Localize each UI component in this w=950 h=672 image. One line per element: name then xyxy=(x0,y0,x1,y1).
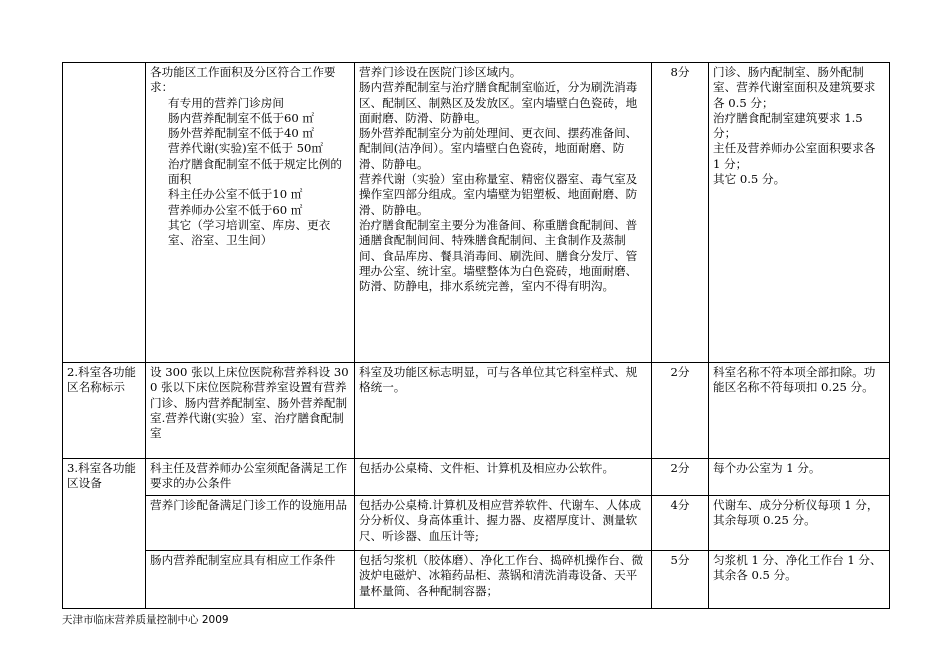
requirement-cell xyxy=(146,363,355,459)
rule-paragraph: 科室名称不符本项全部扣除。功能区名称不符每项扣 0.25 分。 xyxy=(713,365,876,395)
rule-paragraph: 其它 0.5 分。 xyxy=(713,172,786,187)
category-cell: 2.科室各功能区名称标示 xyxy=(63,363,146,459)
requirement-item: 肠内营养配制室不低于60 ㎡ xyxy=(168,110,314,125)
rule-cell xyxy=(709,363,890,459)
requirement-item: 治疗膳食配制室不低于规定比例的面积 xyxy=(168,156,342,187)
rule-cell xyxy=(709,63,890,363)
content-cell xyxy=(355,496,652,551)
page-footer: 天津市临床营养质量控制中心 2009 xyxy=(62,614,229,626)
content-paragraph: 治疗膳食配制室主要分为准备间、称重膳食配制间、普通膳食配制间间、特殊膳食配制间、主食制作及蒸制间、食品库房、餐具消毒间、刷洗间、膳食分发厅、管理办公室、统计室。墙壁整体为白色瓷砖，地面耐磨、防滑、防静电，排水系统完善，室内不得有明沟。 xyxy=(359,217,638,294)
content-paragraph: 营养门诊设在医院门诊区域内。 xyxy=(359,65,522,79)
table-row xyxy=(63,496,890,551)
rule-cell xyxy=(709,496,890,551)
table-row xyxy=(63,363,890,459)
rule-paragraph: 匀浆机 1 分、净化工作台 1 分、其余各 0.5 分。 xyxy=(713,553,882,583)
requirement-text: 科主任及营养师办公室须配备满足工作要求的办公条件 xyxy=(150,461,348,491)
content-paragraph: 肠内营养配制室与治疗膳食配制室临近，分为刷洗消毒区、配制区、制熟区及发放区。室内墙壁白色瓷砖，地面耐磨、防滑、防静电。 xyxy=(359,80,638,125)
rule-paragraph: 代谢车、成分分析仪每项 1 分，其余每项 0.25 分。 xyxy=(713,498,879,528)
content-cell xyxy=(355,363,652,459)
rule-cell xyxy=(709,551,890,609)
table-row xyxy=(63,551,890,609)
content-paragraph: 包括匀浆机（胶体磨）、净化工作台、捣碎机操作台、微波炉电磁炉、冰箱药品柜、蒸锅和清洗消毒设备、天平量杯量筒、各种配制容器； xyxy=(359,553,644,598)
score-cell: 4分 xyxy=(652,496,709,551)
rule-cell xyxy=(709,459,890,496)
content-cell xyxy=(355,459,652,496)
table-row xyxy=(63,63,890,363)
requirement-item: 营养代谢(实验)室不低于 50㎡ xyxy=(168,141,324,156)
score-cell: 8分 xyxy=(652,63,709,363)
category-cell xyxy=(63,63,146,363)
requirement-text: 各功能区工作面积及分区符合工作要求： xyxy=(150,65,336,95)
rule-paragraph: 治疗膳食配制室建筑要求 1.5 分； xyxy=(713,110,863,141)
category-cell: 3.科室各功能区设备 xyxy=(63,459,146,609)
requirement-item: 肠外营养配制室不低于40 ㎡ xyxy=(168,126,314,141)
content-paragraph: 包括办公桌椅、文件柜、计算机及相应办公软件。 xyxy=(359,461,615,475)
requirement-cell xyxy=(146,496,355,551)
requirement-cell xyxy=(146,459,355,496)
content-cell xyxy=(355,63,652,363)
score-cell: 2分 xyxy=(652,459,709,496)
requirement-cell xyxy=(146,63,355,363)
requirement-text: 设 300 张以上床位医院称营养科设 300 张以下床位医院称营养室设置有营养门诊、肠内营养配制室、肠外营养配制室.营养代谢(实验）室、治疗膳食配制室 xyxy=(150,365,349,441)
requirement-cell xyxy=(146,551,355,609)
requirement-text: 营养门诊配备满足门诊工作的设施用品 xyxy=(150,498,348,512)
rule-paragraph: 每个办公室为 1 分。 xyxy=(713,461,821,475)
content-cell xyxy=(355,551,652,609)
score-cell: 5分 xyxy=(652,551,709,609)
requirement-text: 肠内营养配制室应具有相应工作条件 xyxy=(150,553,336,567)
requirement-item: 其它（学习培训室、库房、更衣室、浴室、卫生间） xyxy=(168,217,331,248)
requirement-item: 科主任办公室不低于10 ㎡ xyxy=(168,187,303,202)
requirement-item: 营养师办公室不低于60 ㎡ xyxy=(168,202,303,217)
score-cell: 2分 xyxy=(652,363,709,459)
content-paragraph: 肠外营养配制室分为前处理间、更衣间、摆药准备间、配制间(洁净间）。室内墙壁白色瓷砖，地面耐磨、防滑、防静电。 xyxy=(359,126,638,171)
content-paragraph: 营养代谢（实验）室由称量室、精密仪器室、毒气室及操作室四部分组成。室内墙壁为铝塑板、地面耐磨、防滑、防静电。 xyxy=(359,172,638,217)
requirement-item: 有专用的营养门诊房间 xyxy=(168,95,284,110)
content-paragraph: 科室及功能区标志明显，可与各单位其它科室样式、规格统一。 xyxy=(359,365,638,395)
table-row xyxy=(63,459,890,496)
content-paragraph: 包括办公桌椅.计算机及相应营养软件、代谢车、人体成分分析仪、身高体重计、握力器、皮褶厚度计、测量软尺、听诊器、血压计等; xyxy=(359,498,641,543)
standards-table xyxy=(62,62,890,609)
rule-paragraph: 主任及营养师办公室面积要求各 1 分； xyxy=(713,141,876,171)
rule-paragraph: 门诊、肠内配制室、肠外配制室、营养代谢室面积及建筑要求各 0.5 分； xyxy=(713,65,876,110)
